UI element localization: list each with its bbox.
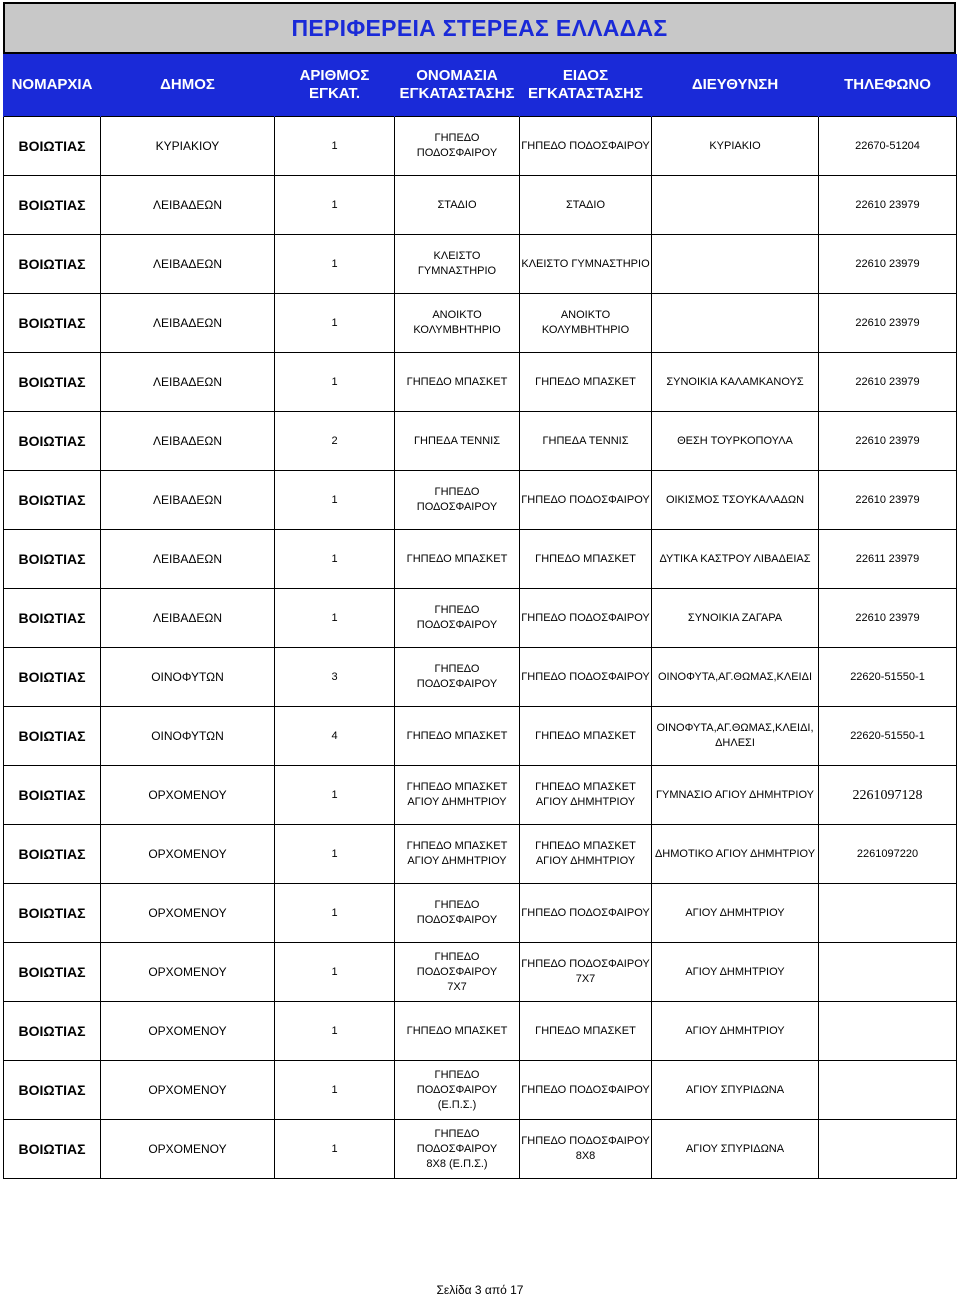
cell-arithmos: 1 <box>275 1061 395 1120</box>
header-eidos: ΕΙΔΟΣ ΕΓΚΑΤΑΣΤΑΣΗΣ <box>520 54 652 117</box>
cell-dimos: ΛΕΙΒΑΔΕΩΝ <box>101 530 275 589</box>
table-row <box>4 353 957 412</box>
cell-tilefono: 22610 23979 <box>819 353 957 412</box>
cell-arithmos: 1 <box>275 176 395 235</box>
cell-nomarxia: ΒΟΙΩΤΙΑΣ <box>4 1061 101 1120</box>
cell-eidos: ΓΗΠΕΔΟ ΠΟΔΟΣΦΑΙΡΟΥ 8Χ8 <box>520 1120 652 1179</box>
cell-onomasia: ΓΗΠΕΔΟ ΜΠΑΣΚΕΤ <box>395 353 520 412</box>
cell-eidos: ΓΗΠΕΔΟ ΠΟΔΟΣΦΑΙΡΟΥ <box>520 471 652 530</box>
cell-tilefono <box>819 884 957 943</box>
cell-eidos: ΓΗΠΕΔΟ ΠΟΔΟΣΦΑΙΡΟΥ 7Χ7 <box>520 943 652 1002</box>
cell-arithmos: 1 <box>275 766 395 825</box>
cell-arithmos: 1 <box>275 294 395 353</box>
cell-tilefono <box>819 1120 957 1179</box>
cell-dimos: ΛΕΙΒΑΔΕΩΝ <box>101 353 275 412</box>
cell-onomasia: ΓΗΠΕΔΟ ΠΟΔΟΣΦΑΙΡΟΥ <box>395 117 520 176</box>
table-row <box>4 943 957 1002</box>
header-arithmos: ΑΡΙΘΜΟΣ ΕΓΚΑΤ. <box>275 54 395 117</box>
table-row <box>4 471 957 530</box>
cell-tilefono: 22610 23979 <box>819 412 957 471</box>
cell-dimos: ΛΕΙΒΑΔΕΩΝ <box>101 412 275 471</box>
cell-nomarxia: ΒΟΙΩΤΙΑΣ <box>4 884 101 943</box>
cell-onomasia: ΑΝΟΙΚΤΟ ΚΟΛΥΜΒΗΤΗΡΙΟ <box>395 294 520 353</box>
cell-eidos: ΓΗΠΕΔΟ ΠΟΔΟΣΦΑΙΡΟΥ <box>520 117 652 176</box>
cell-arithmos: 1 <box>275 1002 395 1061</box>
cell-dieythynsi <box>652 176 819 235</box>
cell-dimos: ΛΕΙΒΑΔΕΩΝ <box>101 176 275 235</box>
cell-arithmos: 1 <box>275 825 395 884</box>
cell-tilefono: 22610 23979 <box>819 176 957 235</box>
cell-dimos: ΚΥΡΙΑΚΙΟΥ <box>101 117 275 176</box>
cell-tilefono: 22670-51204 <box>819 117 957 176</box>
cell-dieythynsi: ΑΓΙΟΥ ΣΠΥΡΙΔΩΝΑ <box>652 1120 819 1179</box>
table-row <box>4 707 957 766</box>
cell-eidos: ΚΛΕΙΣΤΟ ΓΥΜΝΑΣΤΗΡΙΟ <box>520 235 652 294</box>
cell-eidos: ΑΝΟΙΚΤΟ ΚΟΛΥΜΒΗΤΗΡΙΟ <box>520 294 652 353</box>
cell-dieythynsi: ΟΙΝΟΦΥΤΑ,ΑΓ.ΘΩΜΑΣ,ΚΛΕΙΔΙ, ΔΗΛΕΣΙ <box>652 707 819 766</box>
cell-nomarxia: ΒΟΙΩΤΙΑΣ <box>4 648 101 707</box>
cell-dieythynsi <box>652 294 819 353</box>
cell-eidos: ΓΗΠΕΔΟ ΜΠΑΣΚΕΤ <box>520 1002 652 1061</box>
cell-nomarxia: ΒΟΙΩΤΙΑΣ <box>4 471 101 530</box>
table-row <box>4 1061 957 1120</box>
cell-tilefono: 22610 23979 <box>819 235 957 294</box>
cell-dieythynsi: ΟΙΚΙΣΜΟΣ ΤΣΟΥΚΑΛΑΔΩΝ <box>652 471 819 530</box>
cell-nomarxia: ΒΟΙΩΤΙΑΣ <box>4 176 101 235</box>
cell-dieythynsi: ΟΙΝΟΦΥΤΑ,ΑΓ.ΘΩΜΑΣ,ΚΛΕΙΔΙ <box>652 648 819 707</box>
document-sheet <box>3 2 956 1179</box>
cell-dieythynsi: ΣΥΝΟΙΚΙΑ ΚΑΛΑΜΚΑΝΟΥΣ <box>652 353 819 412</box>
cell-dieythynsi: ΑΓΙΟΥ ΔΗΜΗΤΡΙΟΥ <box>652 1002 819 1061</box>
cell-arithmos: 1 <box>275 471 395 530</box>
table-header <box>4 54 957 117</box>
cell-nomarxia: ΒΟΙΩΤΙΑΣ <box>4 235 101 294</box>
cell-arithmos: 3 <box>275 648 395 707</box>
cell-arithmos: 1 <box>275 884 395 943</box>
table-row <box>4 412 957 471</box>
header-tilefono: ΤΗΛΕΦΩΝΟ <box>819 54 957 117</box>
cell-tilefono: 22610 23979 <box>819 471 957 530</box>
cell-tilefono <box>819 1002 957 1061</box>
cell-dieythynsi: ΑΓΙΟΥ ΔΗΜΗΤΡΙΟΥ <box>652 884 819 943</box>
cell-tilefono: 2261097128 <box>819 766 957 825</box>
cell-nomarxia: ΒΟΙΩΤΙΑΣ <box>4 943 101 1002</box>
cell-dieythynsi: ΣΥΝΟΙΚΙΑ ΖΑΓΑΡΑ <box>652 589 819 648</box>
cell-arithmos: 4 <box>275 707 395 766</box>
cell-eidos: ΓΗΠΕΔΟ ΠΟΔΟΣΦΑΙΡΟΥ <box>520 589 652 648</box>
cell-arithmos: 1 <box>275 235 395 294</box>
cell-nomarxia: ΒΟΙΩΤΙΑΣ <box>4 294 101 353</box>
cell-eidos: ΓΗΠΕΔΑ ΤΕΝΝΙΣ <box>520 412 652 471</box>
cell-nomarxia: ΒΟΙΩΤΙΑΣ <box>4 530 101 589</box>
facilities-table <box>3 54 957 1179</box>
table-row <box>4 530 957 589</box>
cell-tilefono <box>819 1061 957 1120</box>
cell-onomasia: ΣΤΑΔΙΟ <box>395 176 520 235</box>
cell-dimos: ΛΕΙΒΑΔΕΩΝ <box>101 471 275 530</box>
cell-dieythynsi: ΚΥΡΙΑΚΙΟ <box>652 117 819 176</box>
cell-onomasia: ΓΗΠΕΔΟ ΜΠΑΣΚΕΤ <box>395 707 520 766</box>
cell-dimos: ΟΙΝΟΦΥΤΩΝ <box>101 648 275 707</box>
cell-arithmos: 1 <box>275 589 395 648</box>
cell-eidos: ΓΗΠΕΔΟ ΜΠΑΣΚΕΤ <box>520 353 652 412</box>
cell-dieythynsi: ΓΥΜΝΑΣΙΟ ΑΓΙΟΥ ΔΗΜΗΤΡΙΟΥ <box>652 766 819 825</box>
table-row <box>4 1120 957 1179</box>
table-row <box>4 825 957 884</box>
header-dimos: ΔΗΜΟΣ <box>101 54 275 117</box>
cell-arithmos: 1 <box>275 1120 395 1179</box>
cell-tilefono <box>819 943 957 1002</box>
cell-onomasia: ΓΗΠΕΔΟ ΠΟΔΟΣΦΑΙΡΟΥ 7Χ7 <box>395 943 520 1002</box>
cell-nomarxia: ΒΟΙΩΤΙΑΣ <box>4 825 101 884</box>
cell-eidos: ΓΗΠΕΔΟ ΜΠΑΣΚΕΤ <box>520 530 652 589</box>
cell-eidos: ΓΗΠΕΔΟ ΠΟΔΟΣΦΑΙΡΟΥ <box>520 648 652 707</box>
table-row <box>4 1002 957 1061</box>
cell-nomarxia: ΒΟΙΩΤΙΑΣ <box>4 766 101 825</box>
header-onomasia: ΟΝΟΜΑΣΙΑ ΕΓΚΑΤΑΣΤΑΣΗΣ <box>395 54 520 117</box>
cell-dimos: ΛΕΙΒΑΔΕΩΝ <box>101 294 275 353</box>
cell-nomarxia: ΒΟΙΩΤΙΑΣ <box>4 1002 101 1061</box>
cell-dimos: ΟΡΧΟΜΕΝΟΥ <box>101 1061 275 1120</box>
cell-dimos: ΟΡΧΟΜΕΝΟΥ <box>101 943 275 1002</box>
cell-arithmos: 1 <box>275 943 395 1002</box>
cell-onomasia: ΓΗΠΕΔΑ ΤΕΝΝΙΣ <box>395 412 520 471</box>
cell-dimos: ΟΡΧΟΜΕΝΟΥ <box>101 1002 275 1061</box>
cell-dimos: ΟΡΧΟΜΕΝΟΥ <box>101 766 275 825</box>
cell-nomarxia: ΒΟΙΩΤΙΑΣ <box>4 589 101 648</box>
cell-tilefono: 22610 23979 <box>819 589 957 648</box>
table-row <box>4 117 957 176</box>
table-row <box>4 589 957 648</box>
cell-dimos: ΛΕΙΒΑΔΕΩΝ <box>101 235 275 294</box>
table-row <box>4 176 957 235</box>
cell-dieythynsi: ΔΥΤΙΚΑ ΚΑΣΤΡΟΥ ΛΙΒΑΔΕΙΑΣ <box>652 530 819 589</box>
table-row <box>4 294 957 353</box>
table-body <box>4 117 957 1179</box>
cell-eidos: ΓΗΠΕΔΟ ΜΠΑΣΚΕΤ ΑΓΙΟΥ ΔΗΜΗΤΡΙΟΥ <box>520 766 652 825</box>
cell-dieythynsi: ΘΕΣΗ ΤΟΥΡΚΟΠΟΥΛΑ <box>652 412 819 471</box>
cell-onomasia: ΓΗΠΕΔΟ ΜΠΑΣΚΕΤ ΑΓΙΟΥ ΔΗΜΗΤΡΙΟΥ <box>395 825 520 884</box>
cell-arithmos: 1 <box>275 530 395 589</box>
cell-onomasia: ΓΗΠΕΔΟ ΠΟΔΟΣΦΑΙΡΟΥ <box>395 589 520 648</box>
cell-arithmos: 1 <box>275 353 395 412</box>
cell-nomarxia: ΒΟΙΩΤΙΑΣ <box>4 707 101 766</box>
table-row <box>4 648 957 707</box>
page-number: Σελίδα 3 από 17 <box>436 1283 524 1297</box>
cell-onomasia: ΚΛΕΙΣΤΟ ΓΥΜΝΑΣΤΗΡΙΟ <box>395 235 520 294</box>
cell-arithmos: 2 <box>275 412 395 471</box>
cell-tilefono: 22610 23979 <box>819 294 957 353</box>
cell-onomasia: ΓΗΠΕΔΟ ΠΟΔΟΣΦΑΙΡΟΥ <box>395 884 520 943</box>
cell-eidos: ΓΗΠΕΔΟ ΠΟΔΟΣΦΑΙΡΟΥ <box>520 884 652 943</box>
cell-nomarxia: ΒΟΙΩΤΙΑΣ <box>4 117 101 176</box>
cell-nomarxia: ΒΟΙΩΤΙΑΣ <box>4 353 101 412</box>
cell-tilefono: 22620-51550-1 <box>819 707 957 766</box>
cell-eidos: ΓΗΠΕΔΟ ΠΟΔΟΣΦΑΙΡΟΥ <box>520 1061 652 1120</box>
cell-eidos: ΓΗΠΕΔΟ ΜΠΑΣΚΕΤ <box>520 707 652 766</box>
table-row <box>4 766 957 825</box>
cell-dimos: ΛΕΙΒΑΔΕΩΝ <box>101 589 275 648</box>
header-dieythynsi: ΔΙΕΥΘΥΝΣΗ <box>652 54 819 117</box>
cell-nomarxia: ΒΟΙΩΤΙΑΣ <box>4 1120 101 1179</box>
cell-onomasia: ΓΗΠΕΔΟ ΜΠΑΣΚΕΤ <box>395 530 520 589</box>
cell-eidos: ΣΤΑΔΙΟ <box>520 176 652 235</box>
cell-dieythynsi: ΔΗΜΟΤΙΚΟ ΑΓΙΟΥ ΔΗΜΗΤΡΙΟΥ <box>652 825 819 884</box>
cell-nomarxia: ΒΟΙΩΤΙΑΣ <box>4 412 101 471</box>
cell-dimos: ΟΡΧΟΜΕΝΟΥ <box>101 884 275 943</box>
page-title: ΠΕΡΙΦΕΡΕΙΑ ΣΤΕΡΕΑΣ ΕΛΛΑΔΑΣ <box>3 2 956 54</box>
cell-dimos: ΟΡΧΟΜΕΝΟΥ <box>101 825 275 884</box>
cell-dieythynsi: ΑΓΙΟΥ ΔΗΜΗΤΡΙΟΥ <box>652 943 819 1002</box>
cell-onomasia: ΓΗΠΕΔΟ ΠΟΔΟΣΦΑΙΡΟΥ <box>395 648 520 707</box>
cell-tilefono: 2261097220 <box>819 825 957 884</box>
cell-dieythynsi <box>652 235 819 294</box>
cell-dimos: ΟΙΝΟΦΥΤΩΝ <box>101 707 275 766</box>
cell-onomasia: ΓΗΠΕΔΟ ΠΟΔΟΣΦΑΙΡΟΥ 8Χ8 (Ε.Π.Σ.) <box>395 1120 520 1179</box>
cell-onomasia: ΓΗΠΕΔΟ ΜΠΑΣΚΕΤ ΑΓΙΟΥ ΔΗΜΗΤΡΙΟΥ <box>395 766 520 825</box>
cell-onomasia: ΓΗΠΕΔΟ ΜΠΑΣΚΕΤ <box>395 1002 520 1061</box>
cell-onomasia: ΓΗΠΕΔΟ ΠΟΔΟΣΦΑΙΡΟΥ (Ε.Π.Σ.) <box>395 1061 520 1120</box>
header-nomarxia: ΝΟΜΑΡΧΙΑ <box>4 54 101 117</box>
cell-dimos: ΟΡΧΟΜΕΝΟΥ <box>101 1120 275 1179</box>
cell-tilefono: 22620-51550-1 <box>819 648 957 707</box>
cell-eidos: ΓΗΠΕΔΟ ΜΠΑΣΚΕΤ ΑΓΙΟΥ ΔΗΜΗΤΡΙΟΥ <box>520 825 652 884</box>
cell-tilefono: 22611 23979 <box>819 530 957 589</box>
cell-onomasia: ΓΗΠΕΔΟ ΠΟΔΟΣΦΑΙΡΟΥ <box>395 471 520 530</box>
cell-arithmos: 1 <box>275 117 395 176</box>
table-row <box>4 884 957 943</box>
table-row <box>4 235 957 294</box>
cell-dieythynsi: ΑΓΙΟΥ ΣΠΥΡΙΔΩΝΑ <box>652 1061 819 1120</box>
